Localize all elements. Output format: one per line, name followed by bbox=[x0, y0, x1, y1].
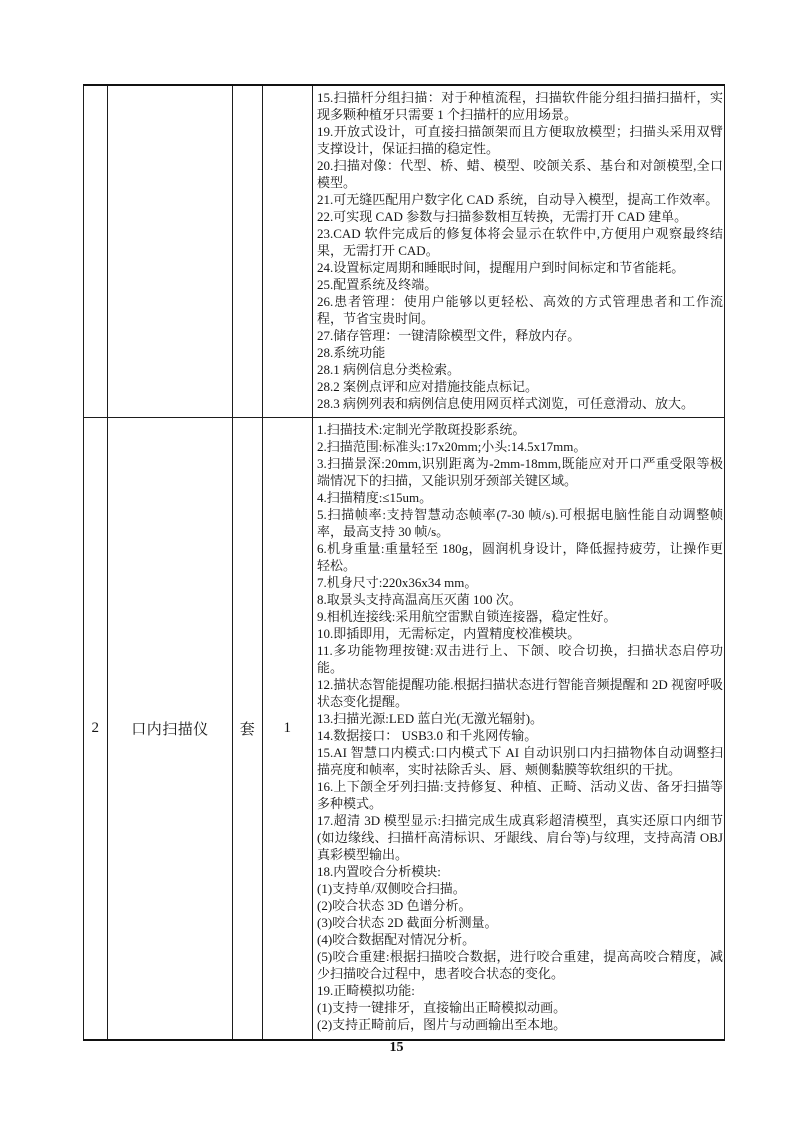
spec-item: 16.上下颌全牙列扫描:支持修复、种植、正畸、活动义齿、备牙扫描等多种模式。 bbox=[317, 779, 723, 811]
spec-item: 7.机身尺寸:220x36x34 mm。 bbox=[317, 575, 478, 590]
spec-item: 22.可实现 CAD 参数与扫描参数相互转换，无需打开 CAD 建单。 bbox=[317, 209, 688, 224]
spec-item: 20.扫描对像：代型、桥、蜡、模型、咬颌关系、基台和对颌模型,全口模型。 bbox=[317, 158, 723, 190]
spec-item: (3)咬合状态 2D 截面分析测量。 bbox=[317, 915, 498, 930]
spec-item: 15.AI 智慧口内模式:口内模式下 AI 自动识别口内扫描物体自动调整扫描亮度和帧率，实时祛除舌头、唇、颊侧黏膜等软组织的干扰。 bbox=[317, 745, 723, 777]
item-name-cell: 口内扫描仪 bbox=[108, 418, 233, 1041]
seq-cell: 2 bbox=[84, 418, 108, 1041]
spec-item: 5.扫描帧率:支持智慧动态帧率(7-30 帧/s).可根据电脑性能自动调整帧率，最高支持 30 帧/s。 bbox=[317, 507, 723, 539]
spec-item: (2)支持正畸前后，图片与动画输出至本地。 bbox=[317, 1017, 567, 1032]
qty-cell: 1 bbox=[263, 418, 313, 1041]
unit-cell: 套 bbox=[233, 418, 263, 1041]
spec-list bbox=[317, 421, 723, 1033]
spec-item: (1)支持单/双侧咬合扫描。 bbox=[317, 881, 466, 896]
qty-cell bbox=[263, 85, 313, 418]
spec-list bbox=[317, 89, 723, 412]
page-number: 15 bbox=[389, 1040, 404, 1055]
seq-cell bbox=[84, 85, 108, 418]
spec-item: 13.扫描光源:LED 蓝白光(无激光辐射)。 bbox=[317, 711, 544, 726]
spec-item: (4)咬合数据配对情况分析。 bbox=[317, 932, 476, 947]
spec-item: 14.数据接口： USB3.0 和千兆网传输。 bbox=[317, 728, 538, 743]
unit-cell bbox=[233, 85, 263, 418]
spec-item: 15.扫描杆分组扫描：对于种植流程，扫描软件能分组扫描扫描杆，实现多颗种植牙只需要 1 个扫描杆的应用场景。 bbox=[317, 90, 723, 122]
spec-item: 27.储存管理：一键清除模型文件，释放内存。 bbox=[317, 328, 581, 343]
spec-item: 18.内置咬合分析模块: bbox=[317, 864, 441, 879]
spec-cell bbox=[313, 85, 725, 418]
spec-item: 26.患者管理：使用户能够以更轻松、高效的方式管理患者和工作流程，节省宝贵时间。 bbox=[317, 294, 723, 326]
spec-item: 1.扫描技术:定制光学散斑投影系统。 bbox=[317, 422, 526, 437]
spec-item: 28.1 病例信息分类检索。 bbox=[317, 362, 461, 377]
spec-item: 11.多功能物理按键:双击进行上、下颌、咬合切换，扫描状态启停功能。 bbox=[317, 643, 723, 675]
spec-item: 17.超清 3D 模型显示:扫描完成生成真彩超清模型，真实还原口内细节(如边缘线、扫描杆高清标识、牙龈线、肩台等)与纹理，支持高清 OBJ 真彩模型输出。 bbox=[317, 813, 723, 862]
spec-item: 12.描状态智能提醒功能.根据扫描状态进行智能音频提醒和 2D 视窗呼吸状态变化提醒。 bbox=[317, 677, 723, 709]
spec-item: 24.设置标定周期和睡眠时间，提醒用户到时间标定和节省能耗。 bbox=[317, 260, 685, 275]
spec-item: 25.配置系统及终端。 bbox=[317, 277, 438, 292]
spec-item: 23.CAD 软件完成后的修复体将会显示在软件中,方便用户观察最终结果，无需打开 CAD。 bbox=[317, 226, 723, 258]
spec-item: 8.取景头支持高温高压灭菌 100 次。 bbox=[317, 592, 522, 607]
spec-item: 2.扫描范围:标准头:17x20mm;小头:14.5x17mm。 bbox=[317, 439, 587, 454]
spec-cell bbox=[313, 418, 725, 1041]
item-name-cell bbox=[108, 85, 233, 418]
spec-table bbox=[83, 84, 725, 1041]
spec-item: 9.相机连接线:采用航空雷默自锁连接器，稳定性好。 bbox=[317, 609, 617, 624]
spec-item: (1)支持一键排牙，直接输出正畸模拟动画。 bbox=[317, 1000, 567, 1015]
spec-item: 4.扫描精度:≤15um。 bbox=[317, 490, 433, 505]
spec-item: 6.机身重量:重量轻至 180g，圆润机身设计，降低握持疲劳，让操作更轻松。 bbox=[317, 541, 723, 573]
spec-item: 28.3 病例列表和病例信息使用网页样式浏览，可任意滑动、放大。 bbox=[317, 396, 695, 411]
spec-item: 28.2 案例点评和应对措施技能点标记。 bbox=[317, 379, 539, 394]
spec-item: 28.系统功能 bbox=[317, 345, 386, 360]
spec-item: (5)咬合重建:根据扫描咬合数据，进行咬合重建，提高高咬合精度，减少扫描咬合过程中，患者咬合状态的变化。 bbox=[317, 949, 723, 981]
spec-item: 19.正畸模拟功能: bbox=[317, 983, 415, 998]
spec-item: 10.即插即用，无需标定，内置精度校准模块。 bbox=[317, 626, 581, 641]
table-row bbox=[84, 418, 725, 1041]
spec-item: 3.扫描景深:20mm,识别距离为-2mm-18mm,既能应对开口严重受限等极端情况下的扫描，又能识别牙颈部关键区域。 bbox=[317, 456, 723, 488]
spec-item: 21.可无缝匹配用户数字化 CAD 系统，自动导入模型，提高工作效率。 bbox=[317, 192, 719, 207]
spec-item: 19.开放式设计，可直接扫描颌架而且方便取放模型；扫描头采用双臂支撑设计，保证扫描的稳定性。 bbox=[317, 124, 723, 156]
table-row bbox=[84, 85, 725, 418]
spec-item: (2)咬合状态 3D 色谱分析。 bbox=[317, 898, 472, 913]
